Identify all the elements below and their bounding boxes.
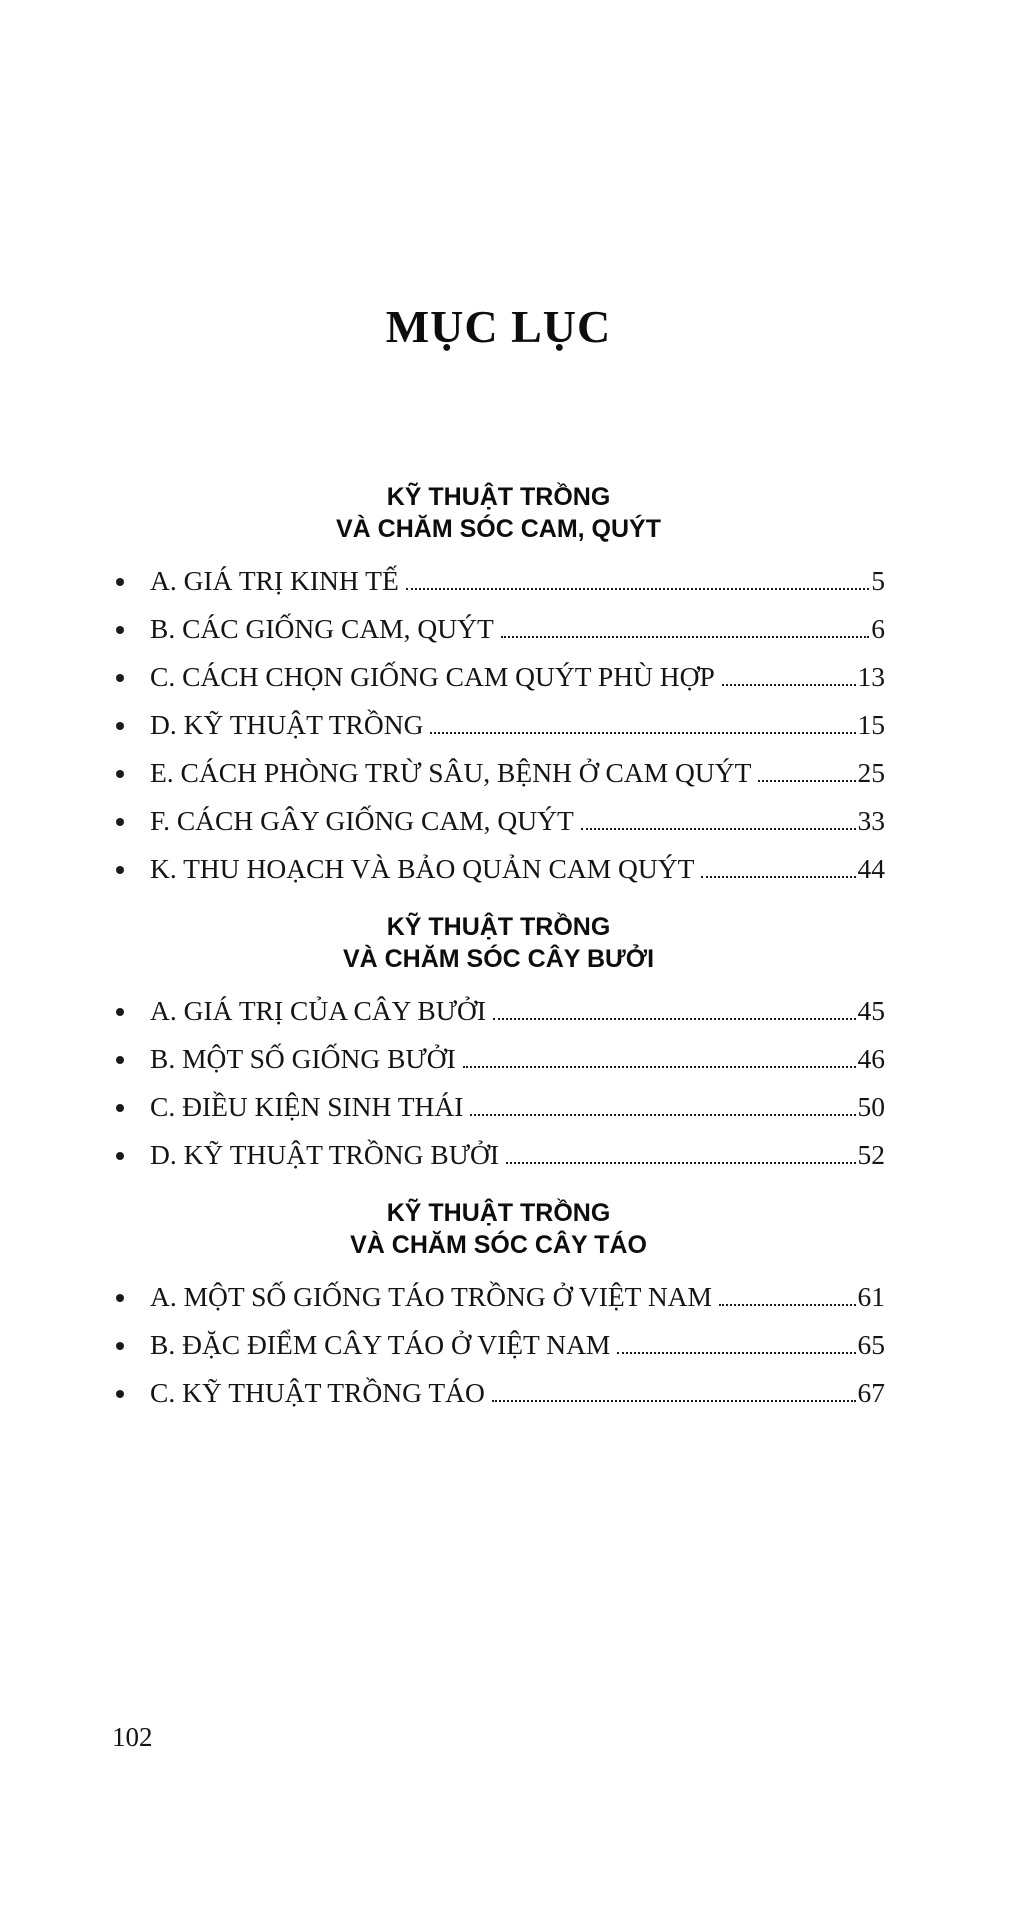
toc-entry (112, 1091, 885, 1123)
dot-leader (430, 732, 855, 734)
dot-leader (493, 1018, 855, 1020)
bullet-icon (116, 770, 124, 778)
toc-entry-page: 52 (857, 1139, 885, 1170)
toc-entry-label: C. ĐIỀU KIỆN SINH THÁI (150, 1091, 464, 1122)
toc-entry-page: 50 (857, 1091, 885, 1122)
toc-entry-label: A. GIÁ TRỊ KINH TẾ (150, 565, 399, 596)
toc-entries (112, 565, 885, 885)
bullet-icon (116, 1056, 124, 1064)
toc-entry (112, 995, 885, 1027)
section-heading (112, 481, 885, 545)
toc-entry-label: B. ĐẶC ĐIỂM CÂY TÁO Ở VIỆT NAM (150, 1329, 611, 1360)
bullet-icon (116, 578, 124, 586)
toc-entry (112, 805, 885, 837)
toc-entries (112, 995, 885, 1171)
toc-entry-label: K. THU HOẠCH VÀ BẢO QUẢN CAM QUÝT (150, 853, 695, 884)
toc-section-cay-buoi (112, 911, 885, 1171)
toc-entry-page: 13 (857, 661, 885, 692)
toc-entry-label: C. KỸ THUẬT TRỒNG TÁO (150, 1377, 485, 1408)
bullet-icon (116, 866, 124, 874)
toc-entry (112, 1377, 885, 1409)
toc-entry-label: E. CÁCH PHÒNG TRỪ SÂU, BỆNH Ở CAM QUÝT (150, 757, 752, 788)
toc-entry-page: 61 (857, 1281, 885, 1312)
dot-leader (492, 1400, 856, 1402)
toc-entry-page: 25 (857, 757, 885, 788)
toc-entry-label: B. CÁC GIỐNG CAM, QUÝT (150, 613, 494, 644)
section-heading-line-2: VÀ CHĂM SÓC CÂY TÁO (350, 1231, 647, 1259)
toc-entry-page: 46 (857, 1043, 885, 1074)
toc-entry-label: D. KỸ THUẬT TRỒNG BƯỞI (150, 1139, 500, 1170)
toc-entry (112, 565, 885, 597)
bullet-icon (116, 1390, 124, 1398)
dot-leader (719, 1304, 856, 1306)
section-heading-line-1: KỸ THUẬT TRỒNG (386, 1199, 611, 1227)
dot-leader (617, 1352, 855, 1354)
toc-entry (112, 1329, 885, 1361)
toc-entry-page: 5 (871, 565, 885, 596)
bullet-icon (116, 1152, 124, 1160)
dot-leader (501, 636, 869, 638)
toc-entry-label: F. CÁCH GÂY GIỐNG CAM, QUÝT (150, 805, 574, 836)
toc-entry-page: 65 (857, 1329, 885, 1360)
toc-entry-label: D. KỸ THUẬT TRỒNG (150, 709, 424, 740)
toc-entries (112, 1281, 885, 1409)
bullet-icon (116, 674, 124, 682)
toc-entry (112, 1139, 885, 1171)
bullet-icon (116, 1342, 124, 1350)
toc-entry-page: 44 (857, 853, 885, 884)
footer-page-number: 102 (112, 1722, 153, 1752)
toc-entry-page: 33 (857, 805, 885, 836)
dot-leader (722, 684, 856, 686)
toc-entry (112, 1281, 885, 1313)
bullet-icon (116, 1104, 124, 1112)
bullet-icon (116, 1294, 124, 1302)
toc-entry-label: C. CÁCH CHỌN GIỐNG CAM QUÝT PHÙ HỢP (150, 661, 715, 692)
section-heading-line-1: KỸ THUẬT TRỒNG (386, 483, 611, 511)
section-heading-line-1: KỸ THUẬT TRỒNG (386, 913, 611, 941)
bullet-icon (116, 818, 124, 826)
section-heading (112, 911, 885, 975)
toc-entry-page: 6 (871, 613, 885, 644)
bullet-icon (116, 626, 124, 634)
toc-entry-page: 67 (857, 1377, 885, 1408)
bullet-icon (116, 1008, 124, 1016)
toc-entry (112, 757, 885, 789)
toc-entry (112, 1043, 885, 1075)
dot-leader (506, 1162, 855, 1164)
dot-leader (701, 876, 855, 878)
section-heading-line-2: VÀ CHĂM SÓC CAM, QUÝT (336, 515, 661, 543)
toc-entry-page: 45 (857, 995, 885, 1026)
toc-entry (112, 661, 885, 693)
toc-section-cam-quyt (112, 481, 885, 885)
dot-leader (758, 780, 855, 782)
toc-entry (112, 853, 885, 885)
toc-section-cay-tao (112, 1197, 885, 1409)
toc-entry (112, 709, 885, 741)
toc-entry-page: 15 (857, 709, 885, 740)
bullet-icon (116, 722, 124, 730)
dot-leader (470, 1114, 855, 1116)
toc-entry-label: B. MỘT SỐ GIỐNG BƯỞI (150, 1043, 456, 1074)
page-title: MỤC LỤC (385, 301, 612, 352)
dot-leader (463, 1066, 856, 1068)
section-heading (112, 1197, 885, 1261)
toc-entry-label: A. GIÁ TRỊ CỦA CÂY BƯỞI (150, 995, 487, 1026)
dot-leader (406, 588, 870, 590)
toc-entry (112, 613, 885, 645)
dot-leader (581, 828, 856, 830)
toc-page (112, 300, 885, 1409)
toc-entry-label: A. MỘT SỐ GIỐNG TÁO TRỒNG Ở VIỆT NAM (150, 1281, 712, 1312)
section-heading-line-2: VÀ CHĂM SÓC CÂY BƯỞI (342, 945, 655, 973)
